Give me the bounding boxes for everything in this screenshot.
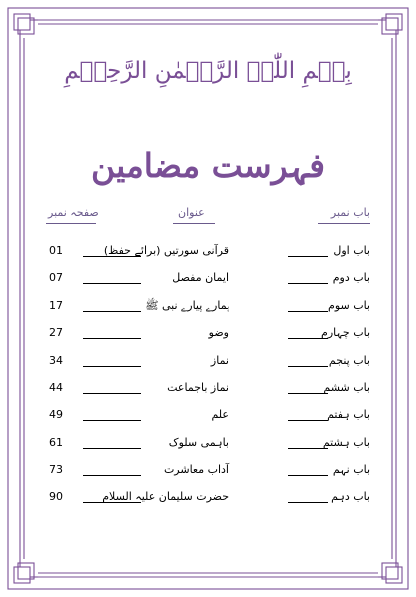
topic-title: آداب معاشرت	[163, 463, 229, 476]
toc-row	[0, 407, 416, 429]
corner-ornament-bottom-right	[378, 559, 402, 583]
corner-ornament-top-right	[378, 14, 402, 38]
chapter-label: باب ہشتم	[322, 436, 370, 449]
leader-line	[83, 393, 141, 394]
topic-title: قرآنی سورتیں (برائے حفظ)	[103, 244, 229, 257]
leader-line	[288, 393, 328, 394]
page-title: فہرست مضامین	[91, 146, 325, 185]
page-number: 17	[49, 299, 63, 312]
corner-ornament-bottom-left	[14, 559, 38, 583]
leader-line	[83, 448, 141, 449]
topic-title: وضو	[208, 326, 229, 339]
header-topic-underline	[173, 223, 215, 224]
toc-row	[0, 489, 416, 511]
page-number: 61	[49, 436, 63, 449]
chapter-label: باب پنجم	[328, 354, 370, 367]
header-page: صفحہ نمبر	[48, 206, 99, 219]
chapter-label: باب چہارم	[321, 326, 370, 339]
header-chapter: باب نمبر	[330, 206, 370, 219]
topic-title: علم	[211, 408, 229, 421]
leader-line	[83, 475, 141, 476]
topic-title: ہمارے پیارے نبی ﷺ	[145, 299, 229, 312]
leader-line	[83, 338, 141, 339]
toc-row	[0, 462, 416, 484]
toc-row	[0, 325, 416, 347]
chapter-label: باب دوم	[332, 271, 370, 284]
toc-row	[0, 435, 416, 457]
leader-line	[83, 420, 141, 421]
topic-title: نماز باجماعت	[167, 381, 229, 394]
bismillah-heading: بِسۡمِ اللّٰہِ الرَّحۡمٰنِ الرَّحِیۡمِ	[64, 58, 352, 84]
topic-title: ایمان مفصل	[172, 271, 229, 284]
toc-row	[0, 298, 416, 320]
leader-line	[83, 366, 141, 367]
chapter-label: باب اول	[333, 244, 370, 257]
header-page-underline	[46, 223, 96, 224]
leader-line	[83, 311, 141, 312]
leader-line	[288, 502, 328, 503]
chapter-label: باب ہفتم	[327, 408, 370, 421]
leader-line	[288, 420, 328, 421]
toc-row	[0, 380, 416, 402]
toc-row	[0, 243, 416, 265]
page-number: 73	[49, 463, 63, 476]
page-number: 07	[49, 271, 63, 284]
header-chapter-underline	[318, 223, 370, 224]
page-number: 44	[49, 381, 63, 394]
leader-line	[288, 256, 328, 257]
page-number: 01	[49, 244, 63, 257]
topic-title: حضرت سلیمان علیہ السلام	[102, 490, 229, 503]
page-number: 90	[49, 490, 63, 503]
toc-row	[0, 270, 416, 292]
topic-title: نماز	[210, 354, 229, 367]
leader-line	[288, 283, 328, 284]
page-number: 34	[49, 354, 63, 367]
leader-line	[288, 311, 328, 312]
toc-row	[0, 353, 416, 375]
leader-line	[288, 475, 328, 476]
leader-line	[83, 283, 141, 284]
leader-line	[288, 366, 328, 367]
chapter-label: باب سوم	[328, 299, 370, 312]
header-topic: عنوان	[178, 206, 205, 219]
page-number: 49	[49, 408, 63, 421]
chapter-label: باب نہم	[332, 463, 370, 476]
topic-title: باہمی سلوک	[168, 436, 229, 449]
chapter-label: باب دہم	[331, 490, 370, 503]
page-number: 27	[49, 326, 63, 339]
chapter-label: باب ششم	[323, 381, 370, 394]
corner-ornament-top-left	[14, 14, 38, 38]
